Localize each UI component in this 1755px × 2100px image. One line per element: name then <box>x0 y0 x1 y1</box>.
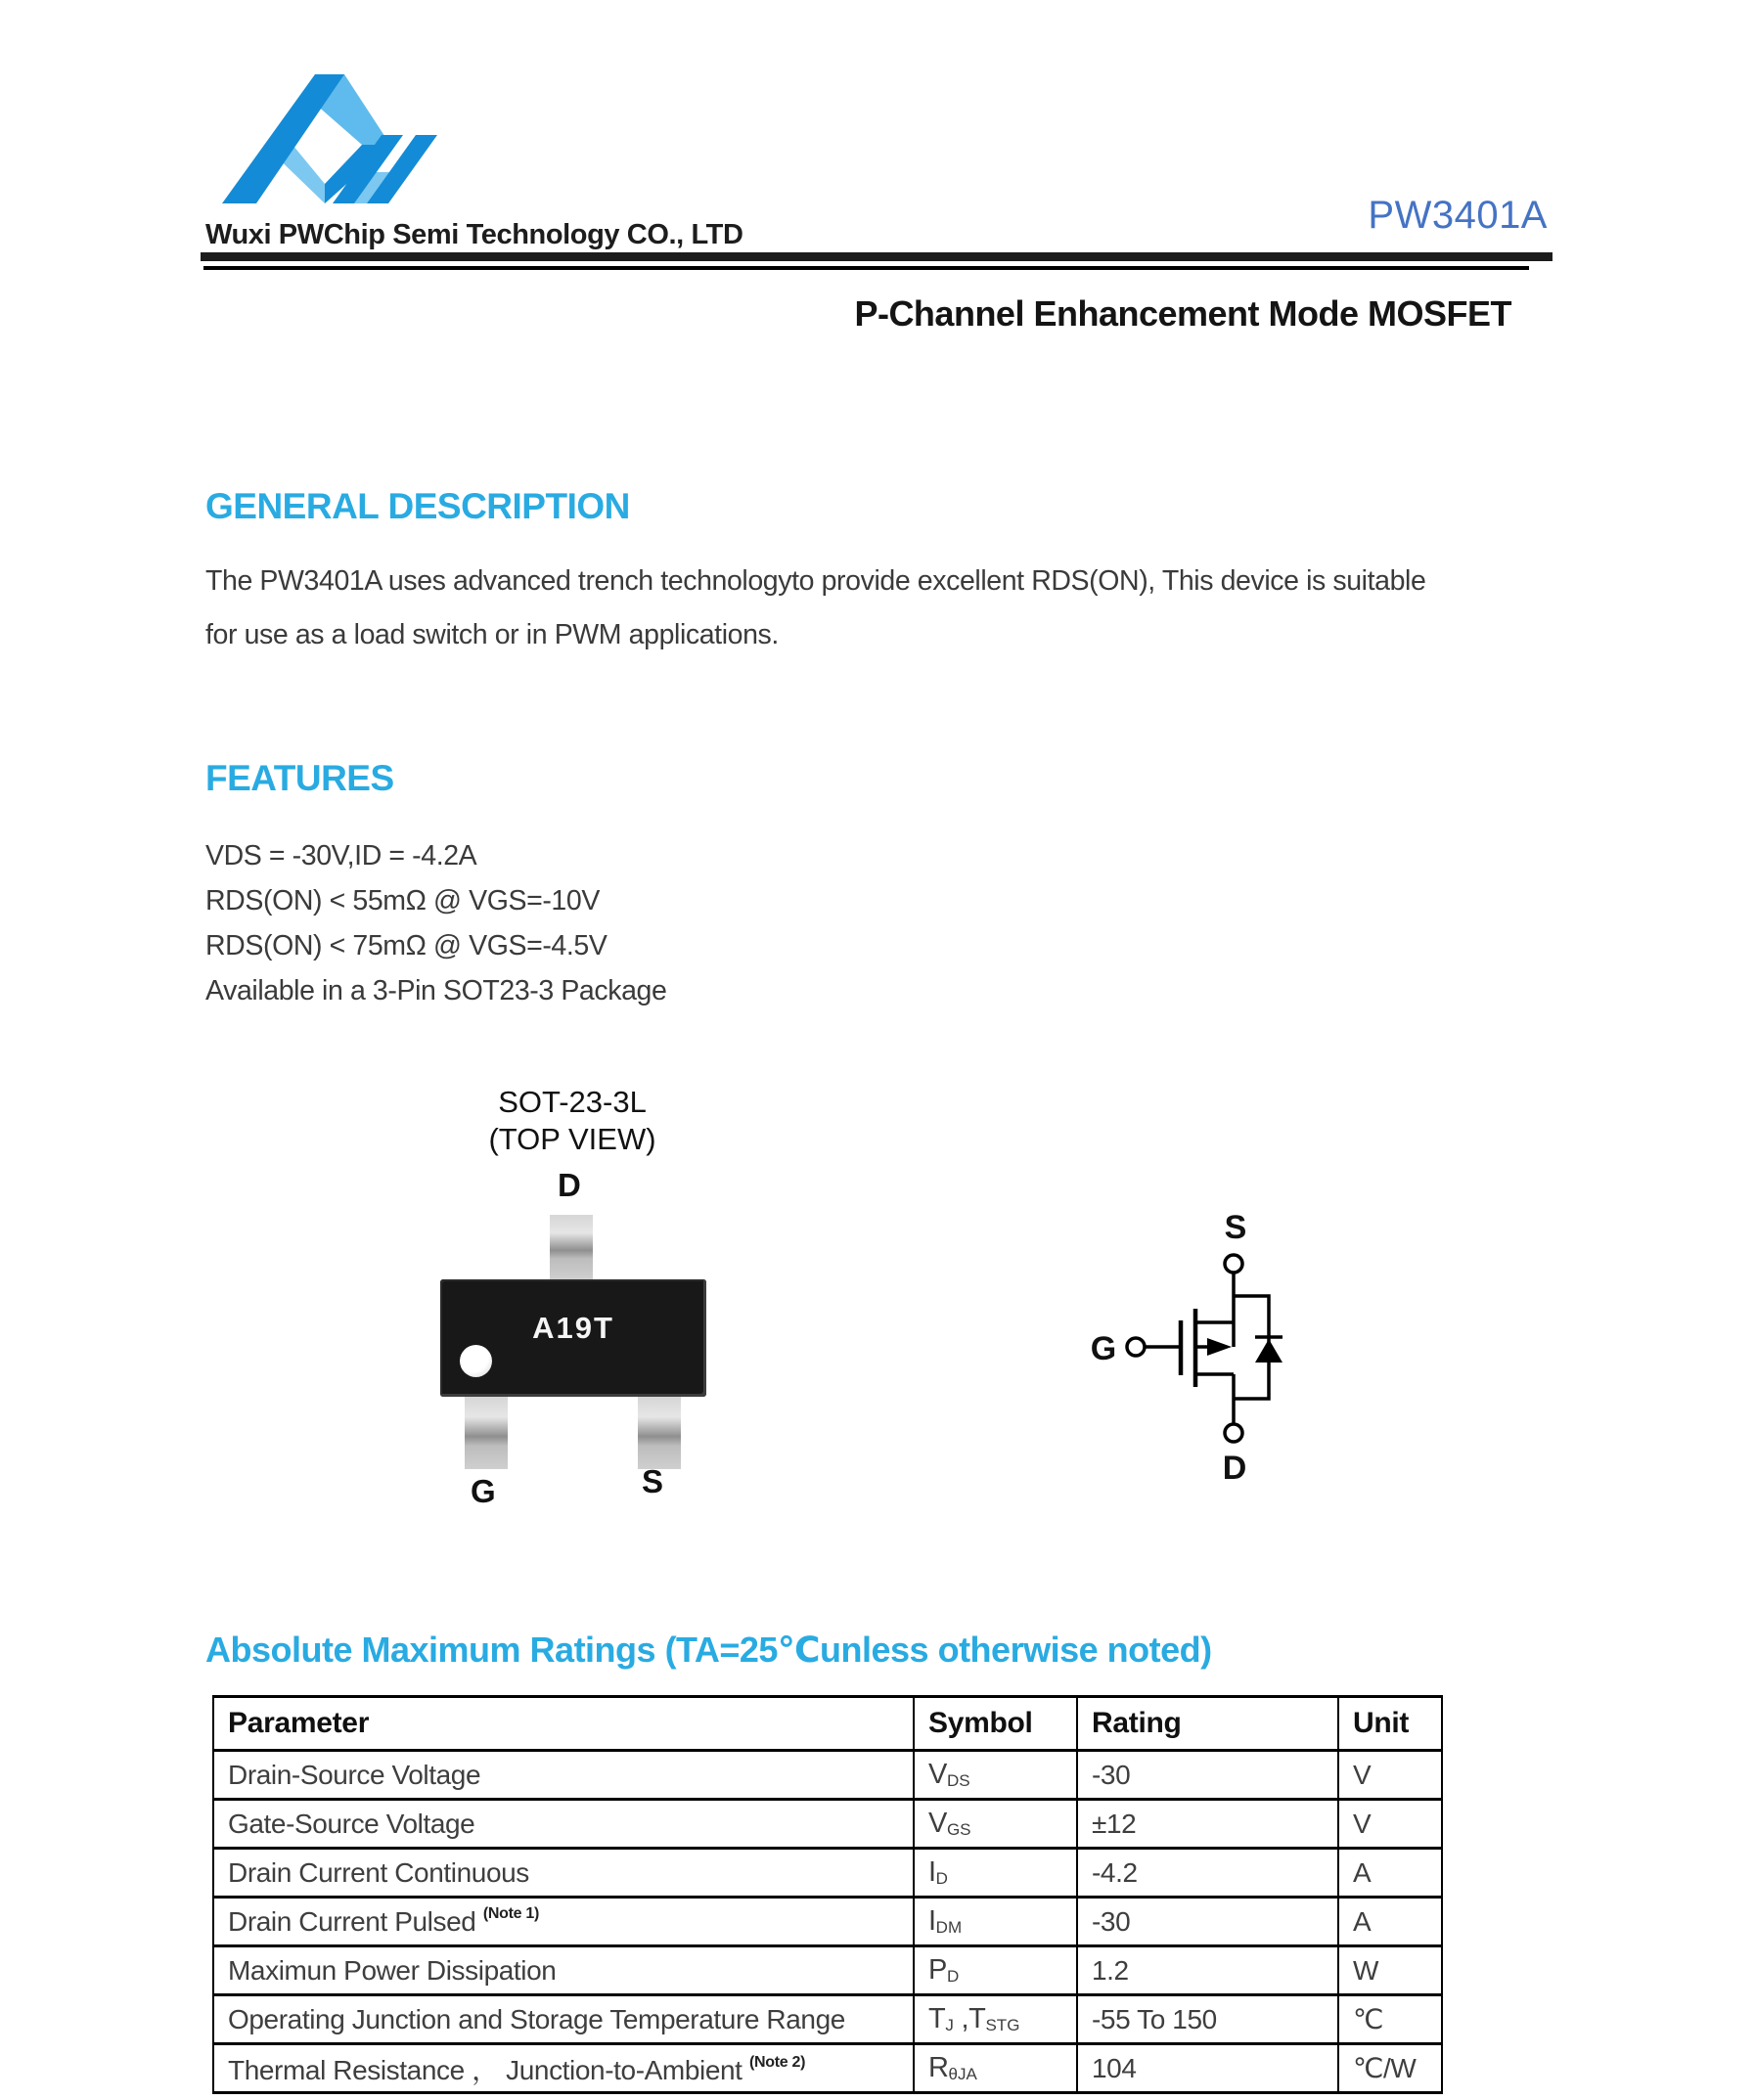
feature-item: VDS = -30V,ID = -4.2A <box>205 840 477 871</box>
column-header-rating: Rating <box>1077 1697 1338 1751</box>
description-line: The PW3401A uses advanced trench technologyto provide excellent RDS(ON), This device is suitable <box>205 565 1426 597</box>
cell-parameter: Thermal Resistance ， Junction-to-Ambient $^{(Note 2)}$ <box>213 2044 914 2093</box>
package-marking: A19T <box>532 1311 614 1345</box>
symbol-base: R <box>928 2052 949 2083</box>
cell-symbol <box>914 1995 1077 2044</box>
symbol-base: I <box>928 1856 936 1888</box>
schematic-source-label: S <box>1224 1209 1247 1246</box>
features-list <box>205 833 666 1013</box>
cell-rating: 104 <box>1077 2044 1338 2093</box>
symbol-base: ,T <box>953 2003 986 2034</box>
cell-parameter: Operating Junction and Storage Temperature Range <box>213 1995 914 2044</box>
schematic-drain-terminal <box>1225 1424 1242 1442</box>
schematic-bottom-stub <box>1195 1374 1234 1424</box>
symbol-base: V <box>928 1759 947 1790</box>
cell-rating: -55 To 150 <box>1077 1995 1338 2044</box>
general-description-heading: GENERAL DESCRIPTION <box>205 486 630 526</box>
parameter-note: (Note 2) <box>748 2054 806 2072</box>
schematic-diode-branch <box>1234 1296 1269 1399</box>
symbol-base: T <box>928 2003 946 2034</box>
header-rule-thin <box>203 266 1529 270</box>
header-rule-thick <box>201 252 1552 261</box>
cell-unit: W <box>1338 1946 1442 1995</box>
cell-parameter: Drain Current Continuous <box>213 1849 914 1898</box>
cell-rating: -30 <box>1077 1898 1338 1946</box>
package-name: SOT-23-3L <box>498 1085 647 1119</box>
symbol-subscript: DM <box>935 1918 963 1937</box>
cell-rating: -4.2 <box>1077 1849 1338 1898</box>
package-pin-label-source: S <box>642 1463 664 1499</box>
cell-symbol <box>914 1751 1077 1800</box>
symbol-base: P <box>928 1954 947 1986</box>
cell-symbol <box>914 1898 1077 1946</box>
package-pin1-dot <box>460 1345 492 1377</box>
ratings-row <box>213 1946 1442 1995</box>
cell-rating: 1.2 <box>1077 1946 1338 1995</box>
cell-symbol <box>914 2044 1077 2093</box>
feature-item: RDS(ON) < 55mΩ @ VGS=-10V <box>205 885 600 916</box>
symbol-subscript: D <box>935 1869 948 1888</box>
schematic-gate-label: G <box>1090 1330 1117 1367</box>
package-pin-top <box>550 1215 593 1279</box>
features-heading: FEATURES <box>205 758 394 798</box>
cell-parameter: Gate-Source Voltage <box>213 1800 914 1849</box>
symbol-subscript: STG <box>985 2016 1020 2034</box>
ratings-header-row <box>213 1697 1442 1751</box>
ratings-row <box>213 1995 1442 2044</box>
schematic-drain-label: D <box>1222 1450 1247 1487</box>
package-pin-label-gate: G <box>471 1473 496 1509</box>
cell-parameter: Drain Current Pulsed $^{(Note 1)}$ <box>213 1898 914 1946</box>
cell-unit: ℃/W <box>1338 2044 1442 2093</box>
schematic-diode-triangle <box>1255 1339 1282 1363</box>
cell-parameter: Maximun Power Dissipation <box>213 1946 914 1995</box>
cell-rating: -30 <box>1077 1751 1338 1800</box>
cell-unit: ℃ <box>1338 1995 1442 2044</box>
ratings-row <box>213 1898 1442 1946</box>
ratings-row <box>213 1751 1442 1800</box>
cell-parameter: Drain-Source Voltage <box>213 1751 914 1800</box>
cell-unit: A <box>1338 1898 1442 1946</box>
ratings-row <box>213 1800 1442 1849</box>
cell-unit: A <box>1338 1849 1442 1898</box>
symbol-subscript: θJA <box>948 2065 977 2083</box>
document-title: P-Channel Enhancement Mode MOSFET <box>854 293 1511 334</box>
package-view-label: (TOP VIEW) <box>488 1122 656 1156</box>
part-number: PW3401A <box>1368 194 1548 237</box>
package-title <box>421 1084 724 1158</box>
company-name: Wuxi PWChip Semi Technology CO., LTD <box>205 219 743 250</box>
symbol-base: I <box>928 1905 936 1937</box>
ratings-row <box>213 2044 1442 2093</box>
ratings-table <box>212 1695 1443 2094</box>
symbol-base: V <box>928 1808 947 1839</box>
schematic-source-terminal <box>1225 1255 1242 1273</box>
schematic-gate-terminal <box>1127 1338 1145 1356</box>
symbol-subscript: DS <box>946 1771 970 1790</box>
column-header-parameter: Parameter <box>213 1697 914 1751</box>
feature-item: Available in a 3-Pin SOT23-3 Package <box>205 975 667 1006</box>
symbol-subscript: GS <box>946 1820 971 1839</box>
mosfet-schematic <box>1066 1188 1321 1492</box>
symbol-subscript: J <box>945 2016 954 2034</box>
symbol-subscript: D <box>946 1967 960 1986</box>
cell-unit: V <box>1338 1800 1442 1849</box>
general-description-text <box>205 555 1565 662</box>
cell-symbol <box>914 1946 1077 1995</box>
parameter-note: (Note 1) <box>482 1905 539 1923</box>
feature-item: RDS(ON) < 75mΩ @ VGS=-4.5V <box>205 930 608 961</box>
column-header-symbol: Symbol <box>914 1697 1077 1751</box>
cell-symbol <box>914 1800 1077 1849</box>
cell-rating: ±12 <box>1077 1800 1338 1849</box>
package-pin-label-drain: D <box>558 1167 581 1203</box>
cell-unit: V <box>1338 1751 1442 1800</box>
cell-symbol <box>914 1849 1077 1898</box>
column-header-unit: Unit <box>1338 1697 1442 1751</box>
description-line: for use as a load switch or in PWM applications. <box>205 619 779 650</box>
ratings-row <box>213 1849 1442 1898</box>
package-pin-bottom-left <box>465 1397 508 1469</box>
company-logo <box>217 57 462 203</box>
schematic-body-arrow <box>1207 1338 1232 1356</box>
ratings-heading: Absolute Maximum Ratings (TA=25℃unless otherwise noted) <box>205 1630 1212 1670</box>
package-pin-bottom-right <box>638 1397 681 1469</box>
